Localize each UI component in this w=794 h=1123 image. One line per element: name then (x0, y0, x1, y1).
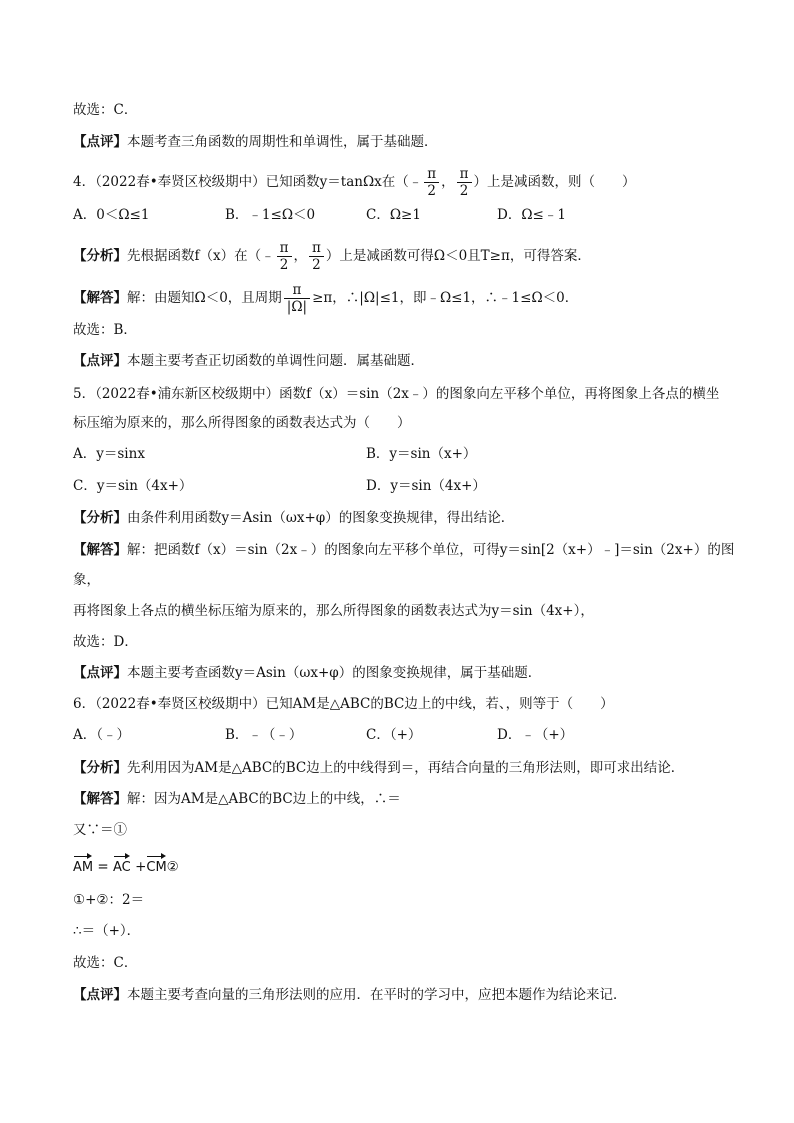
comment-4: 【点评】本题主要考查正切函数的单调性问题．属基础题． (73, 353, 424, 369)
vector-cm: CM (146, 855, 166, 878)
q5-solution-line3: 再将图象上各点的横坐标压缩为原来的，那么所得图象的函数表达式为y＝sin（4x+）， (73, 603, 594, 619)
answer-choice-3: 故选：C． (73, 102, 138, 118)
answer-choice-4: 故选：B． (73, 322, 137, 338)
q6-solution-line1: 【解答】解：因为AM是△ABC的BC边上的中线，∴＝ (73, 791, 401, 807)
question-4-stem: 4．（2022春•奉贤区校级期中）已知函数y＝tanΩx在（﹣ $\frac{\pi}{2}$ ， $\frac{\pi}{2}$ ）上是减函数，则（ ） (73, 166, 636, 199)
q5-option-b: B．y＝sin（x+） (366, 446, 477, 462)
q5-option-d: D．y＝sin（4x+） (366, 478, 486, 494)
q6-option-a: A．（﹣） (73, 727, 130, 743)
comment-3: 【点评】本题考查三角函数的周期性和单调性，属于基础题． (73, 134, 438, 150)
q5-option-c: C．y＝sin（4x+） (73, 478, 193, 494)
q6-solution-step4: ∴＝（+）． (73, 923, 141, 939)
q6-option-c: C．（+） (366, 727, 422, 743)
fraction-pi-over-2: $\frac{\pi}{2}$ (277, 240, 292, 273)
q6-solution-step1: 又∵＝① (73, 822, 127, 838)
q5-analysis: 【分析】由条件利用函数y＝Asin（ωx+φ）的图象变换规律，得出结论． (73, 510, 515, 526)
fraction-pi-over-2: $\frac{\pi}{2}$ (457, 166, 472, 199)
question-5-stem-line1: 5．（2022春•浦东新区校级期中）函数f（x）＝sin（2x﹣）的图象向左平移个单位，再将图象上各点的横坐 (73, 386, 720, 402)
q4-option-b: B．﹣1≤Ω＜0 (225, 207, 316, 223)
fraction-pi-over-abs-omega: $\frac{\pi}{|\Omega|}$ (284, 282, 310, 315)
question-5-stem-line2: 标压缩为原来的，那么所得图象的函数表达式为（ ） (73, 415, 411, 431)
q4-option-c: C．Ω≥1 (366, 207, 421, 223)
q4-option-d: D．Ω≤﹣1 (497, 207, 566, 223)
answer-choice-5: 故选：D． (73, 634, 138, 650)
q5-option-a: A．y＝sinx (73, 446, 145, 462)
fraction-pi-over-2: $\frac{\pi}{2}$ (309, 240, 324, 273)
q6-option-d: D．﹣（+） (497, 727, 574, 743)
comment-6: 【点评】本题主要考查向量的三角形法则的应用．在平时的学习中，应把本题作为结论来记． (73, 987, 627, 1003)
q4-solution: 【解答】解：由题知Ω＜0，且周期 $\frac{\pi}{|\Omega|}$ ≥π，∴|Ω|≤1，即﹣Ω≤1，∴﹣1≤Ω＜0． (73, 282, 579, 315)
fraction-pi-over-2: $\frac{\pi}{2}$ (424, 166, 439, 199)
vector-ac: AC (113, 855, 131, 878)
vector-am: AM (73, 855, 93, 878)
q5-solution-line1: 【解答】解：把函数f（x）＝sin（2x﹣）的图象向左平移个单位，可得y＝sin[2（x+）﹣]＝sin（2x+）的图 (73, 542, 735, 558)
question-6-stem: 6．（2022春•奉贤区校级期中）已知AM是△ABC的BC边上的中线，若、，则等于（ ） (73, 696, 614, 712)
q5-solution-line2: 象， (73, 572, 100, 588)
answer-choice-6: 故选：C． (73, 955, 138, 971)
q4-option-a: A．0＜Ω≤1 (73, 207, 150, 223)
q6-analysis: 【分析】先利用因为AM是△ABC的BC边上的中线得到＝，再结合向量的三角形法则，即可求出结论． (73, 760, 685, 776)
q6-solution-step3: ①+②：2＝ (73, 892, 145, 908)
q6-option-b: B．﹣（﹣） (225, 727, 303, 743)
comment-5: 【点评】本题主要考查函数y＝Asin（ωx+φ）的图象变换规律，属于基础题． (73, 665, 542, 681)
q4-analysis: 【分析】先根据函数f（x）在（﹣ $\frac{\pi}{2}$ ， $\frac{\pi}{2}$ ）上是减函数可得Ω＜0且T≥π，可得答案． (73, 240, 591, 273)
vector-equation: AM = AC +CM② (73, 855, 179, 878)
